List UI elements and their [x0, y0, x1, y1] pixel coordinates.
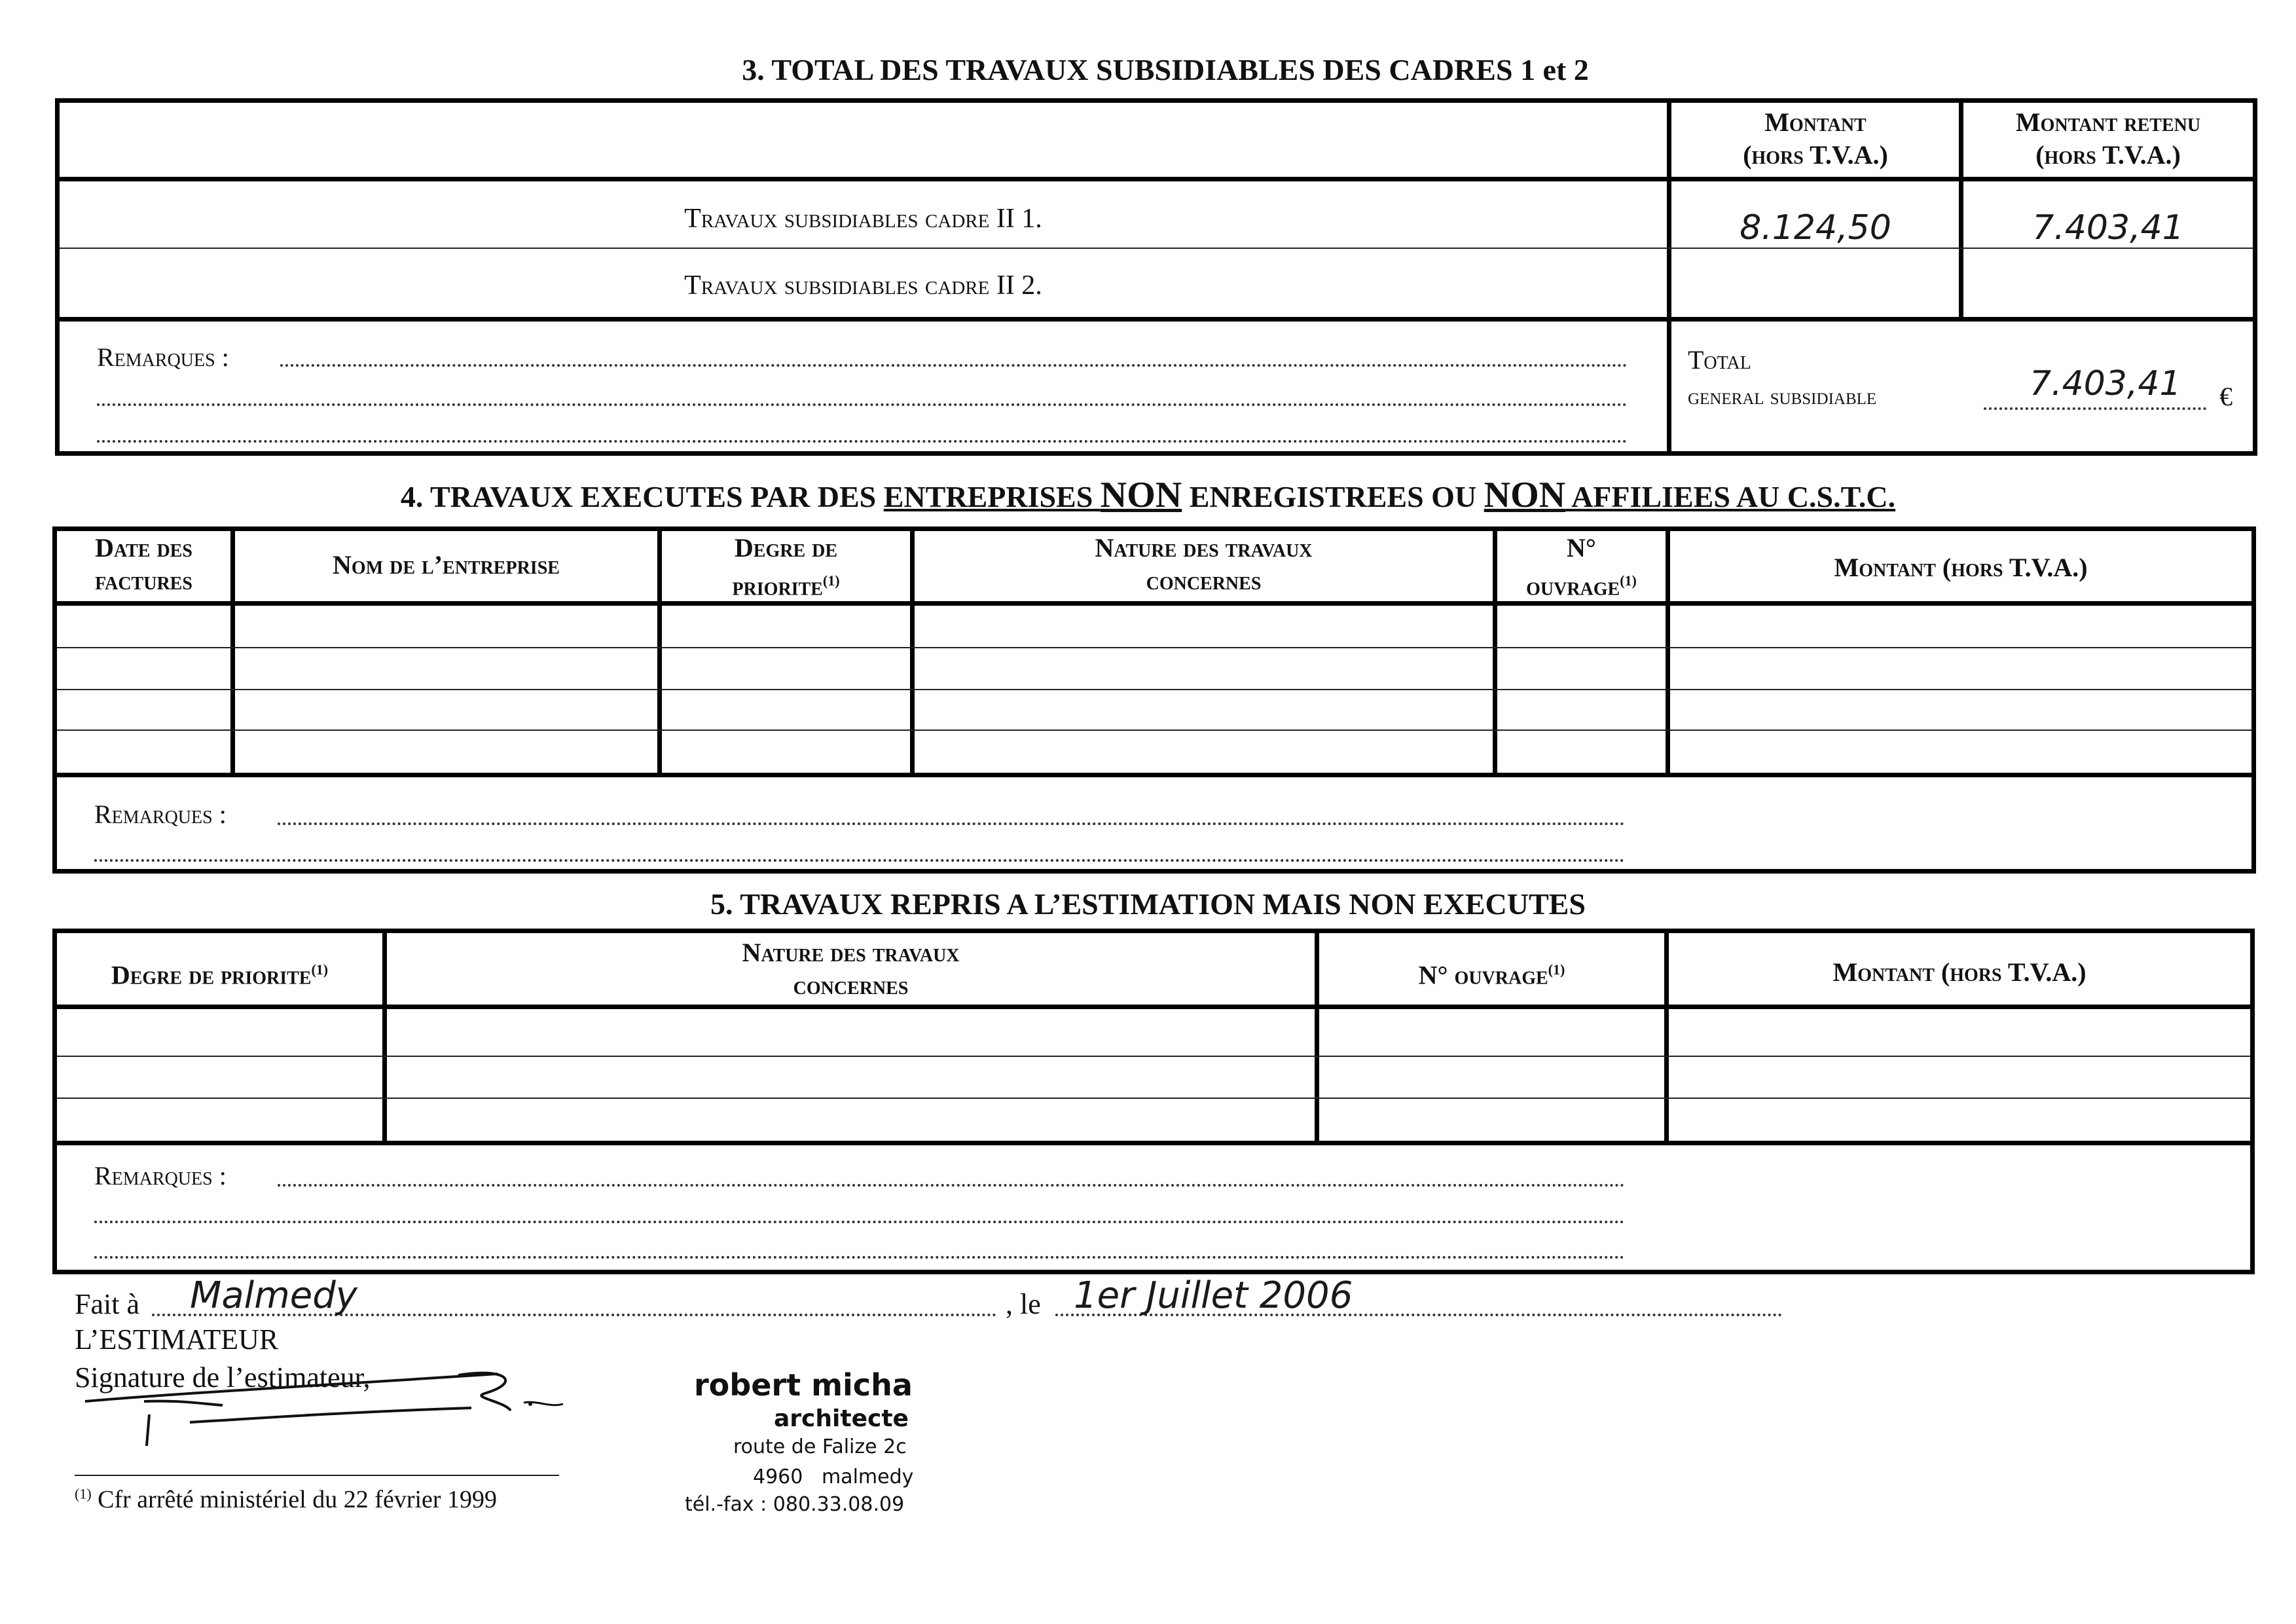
header5-n-ouvrage [1319, 953, 1664, 991]
header-montant-4 [1670, 551, 2251, 584]
header-date-factures [57, 532, 230, 597]
header-montant-4-text: Montant (hors T.V.A.) [1834, 553, 2088, 582]
signature-mark [79, 1362, 576, 1454]
header5-montant [1669, 956, 2250, 989]
header-nature-travaux-text: Nature des travaux concernes [1095, 533, 1313, 595]
header5-degre-footnote: (1) [311, 961, 329, 978]
section4-title-part3: ENREGISTREES OU [1182, 480, 1484, 513]
footnote-text: Cfr arrêté ministériel du 22 février 1999 [98, 1486, 498, 1513]
row-cadre-2-label: Travaux subsidiables cadre II 2. [684, 270, 1042, 301]
header-degre-priorite [662, 532, 910, 602]
fait-a-value: Malmedy [190, 1274, 357, 1317]
header5-nature-travaux-text: Nature des travaux concernes [742, 938, 960, 1000]
fait-a-label: Fait à [75, 1288, 139, 1320]
section5-remarques-label: Remarques : [94, 1161, 227, 1190]
header5-degre-priorite-text: Degre de priorite [111, 960, 312, 990]
stamp-name: robert micha [694, 1367, 913, 1403]
date-value: 1er Juillet 2006 [1074, 1274, 1353, 1317]
header-degre-priorite-text: Degre de priorite [732, 533, 838, 601]
header-montant-retenu-text: Montant retenu (hors T.V.A.) [2015, 107, 2201, 170]
section4-title-non1: NON [1100, 475, 1182, 515]
section3-title: 3. TOTAL DES TRAVAUX SUBSIDIABLES DES CADRES 1 et 2 [742, 53, 1589, 86]
section5-title: 5. TRAVAUX REPRIS A L’ESTIMATION MAIS NON EXECUTES [710, 887, 1586, 921]
section4-title [0, 474, 2296, 516]
section3-remarques-label: Remarques : [97, 342, 229, 372]
stamp-profession: architecte [774, 1405, 909, 1432]
footnote-mark: (1) [75, 1485, 92, 1502]
estimateur-label: L’ESTIMATEUR [75, 1323, 279, 1356]
stamp-phone: tél.-fax : 080.33.08.09 [685, 1493, 905, 1516]
header-date-factures-text: Date des factures [95, 533, 192, 595]
section4-remarques-label: Remarques : [94, 800, 227, 829]
row-cadre-1-retenu: 7.403,41 [2032, 208, 2184, 248]
header-n-ouvrage [1497, 532, 1666, 602]
total-label-2: general subsidiable [1688, 383, 1877, 409]
header-montant-text: Montant (hors T.V.A.) [1743, 107, 1888, 170]
total-label-1: Total [1688, 345, 1751, 375]
section4-title-non2: NON [1484, 475, 1566, 515]
stamp-city: 4960 malmedy [753, 1466, 914, 1488]
currency-symbol: € [2219, 382, 2232, 411]
section4-title-part2: ENTREPRISES [883, 480, 1101, 513]
section4-title-part4: AFFILIEES AU C.S.T.C. [1565, 480, 1896, 513]
header5-ouvrage-footnote: (1) [1548, 961, 1565, 978]
footnote [75, 1485, 497, 1514]
header-n-ouvrage-text: N° ouvrage [1526, 533, 1620, 601]
header5-degre-priorite [57, 953, 382, 991]
header5-montant-text: Montant (hors T.V.A.) [1832, 957, 2086, 987]
header-montant-retenu [1963, 106, 2253, 172]
row-cadre-1-label: Travaux subsidiables cadre II 1. [684, 204, 1042, 234]
header5-nature-travaux [387, 936, 1315, 1002]
header-degre-footnote: (1) [822, 572, 840, 589]
stamp-address: route de Falize 2c [733, 1435, 907, 1458]
header-nature-travaux [915, 532, 1493, 597]
section4-title-part1: 4. TRAVAUX EXECUTES PAR DES [400, 480, 884, 513]
le-label: , le [1006, 1288, 1041, 1320]
footnote-rule [75, 1475, 559, 1476]
signature-label: Signature de l’estimateur, [75, 1361, 371, 1393]
header-ouvrage-footnote: (1) [1620, 572, 1637, 589]
header5-n-ouvrage-text: N° ouvrage [1418, 960, 1548, 990]
total-value: 7.403,41 [2030, 364, 2181, 403]
row-cadre-1-montant: 8.124,50 [1740, 208, 1891, 248]
header-montant [1671, 106, 1959, 172]
header-nom-entreprise-text: Nom de l’entreprise [333, 550, 560, 580]
header-nom-entreprise [235, 549, 657, 581]
